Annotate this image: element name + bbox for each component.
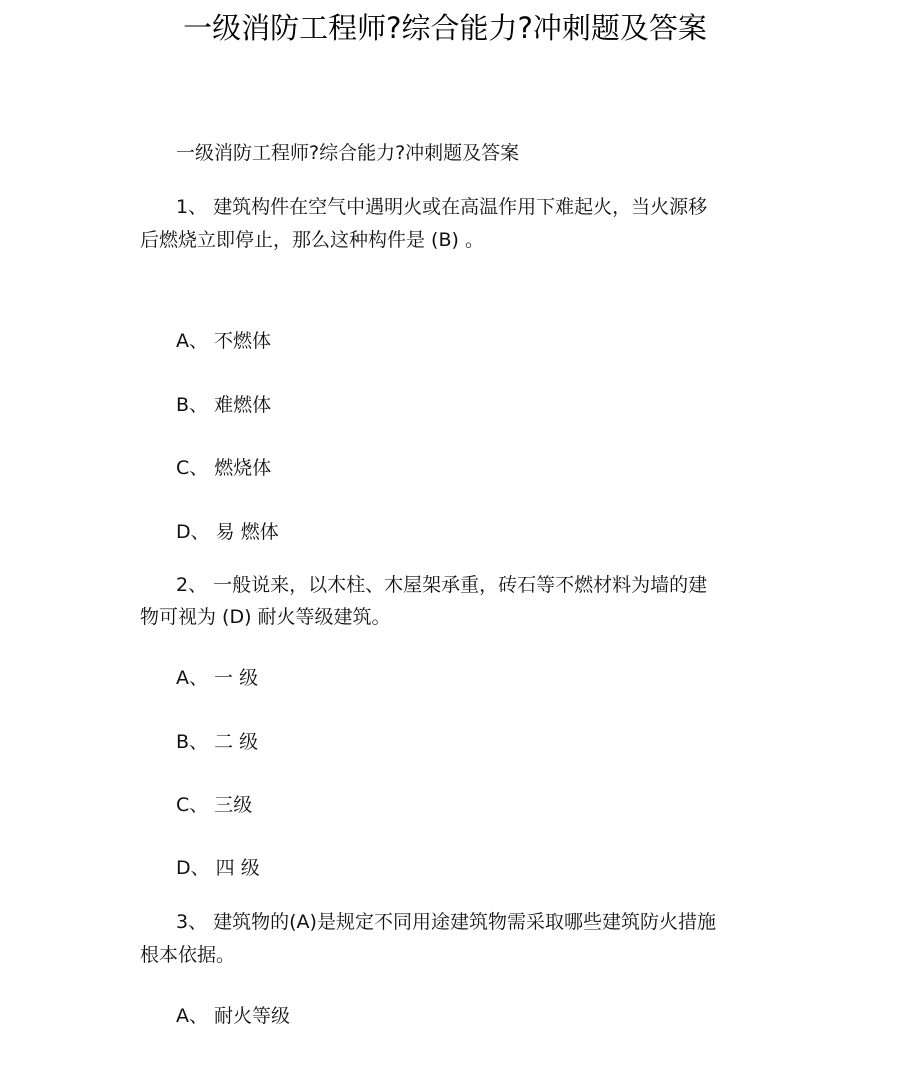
question-2-text-line2: 物可视为 (D) 耐火等级建筑。 [140,606,391,628]
document-title: 一级消防工程师?综合能力?冲刺题及答案 [183,11,707,45]
question-3-option-a: A、 耐火等级 [176,1005,291,1027]
question-2-option-d: D、 四 级 [176,857,260,879]
question-1-text-line1: 1、 建筑构件在空气中遇明火或在高温作用下难起火，当火源移 [176,196,708,218]
question-3-text-line2: 根本依据。 [140,944,236,966]
question-1-option-a: A、 不燃体 [176,330,272,352]
question-1-option-b: B、 难燃体 [176,394,272,416]
question-3-text-line1: 3、 建筑物的(A)是规定不同用途建筑物需采取哪些建筑防火措施 [176,911,716,933]
question-2-option-b: B、 二 级 [176,731,259,753]
question-1-text-line2: 后燃烧立即停止，那么这种构件是 (B) 。 [140,229,484,251]
question-2-text-line1: 2、 一般说来，以木柱、木屋架承重，砖石等不燃材料为墙的建 [176,574,708,596]
question-2-option-a: A、 一 级 [176,667,259,689]
question-1-option-c: C、 燃烧体 [176,457,272,479]
document-subtitle: 一级消防工程师?综合能力?冲刺题及答案 [176,142,520,164]
question-2-option-c: C、 三级 [176,794,253,816]
question-1-option-d: D、 易 燃体 [176,521,279,543]
